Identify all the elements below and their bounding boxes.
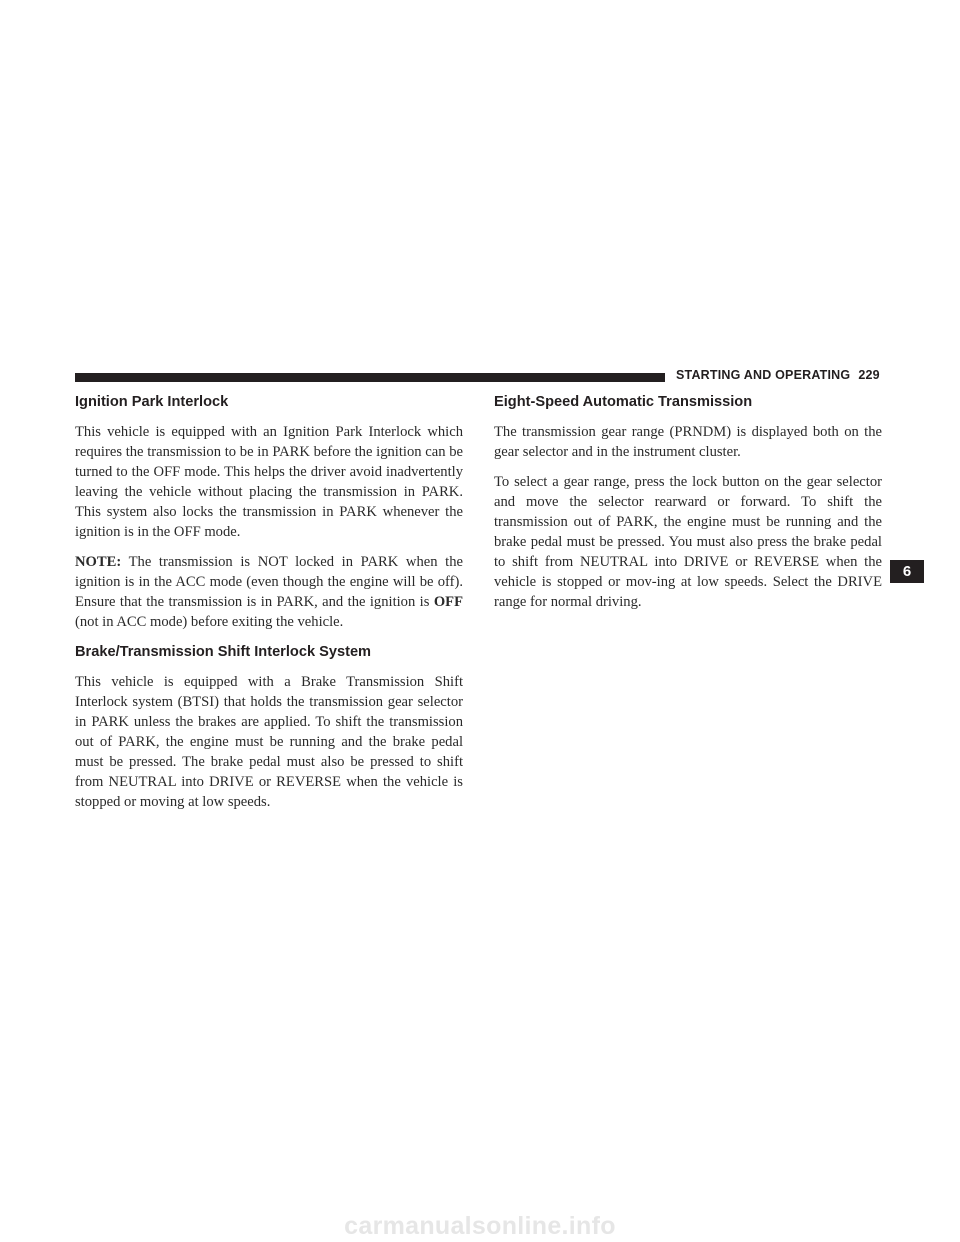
brake-shift-interlock-heading: Brake/Transmission Shift Interlock System	[75, 644, 372, 660]
ignition-park-interlock-heading: Ignition Park Interlock	[75, 394, 229, 410]
running-header	[676, 368, 906, 382]
header-rule	[75, 373, 665, 382]
note-paragraph	[75, 552, 463, 632]
watermark: carmanualsonline.info	[344, 1212, 616, 1240]
note-label: NOTE:	[75, 554, 122, 570]
right-column	[494, 392, 882, 622]
eight-speed-paragraph-2: To select a gear range, press the lock button on the gear selector and move the selector rearward or forward. To shift the transmission out of PARK, the engine must be running and the brake pedal must be pressed. You must also press the brake pedal to shift from NEUTRAL into DRIVE or REVERSE when the vehicle is stopped or mov-ing at low speeds. Select the DRIVE range for normal driving.	[494, 474, 882, 610]
ignition-park-interlock-section	[75, 392, 463, 632]
ignition-park-interlock-paragraph: This vehicle is equipped with an Ignition Park Interlock which requires the transmission to be in PARK before the ignition can be turned to the OFF mode. This helps the driver avoid inadvertently leaving the vehicle without placing the transmission in PARK. This system also locks the transmission in PARK whenever the ignition is in the OFF mode.	[75, 424, 463, 540]
note-text-2: (not in ACC mode) before exiting the vehicle.	[75, 614, 344, 630]
page-number: 229	[858, 368, 880, 382]
section-title: STARTING AND OPERATING	[676, 368, 851, 382]
eight-speed-paragraph-1: The transmission gear range (PRNDM) is displayed both on the gear selector and in the instrument cluster.	[494, 424, 882, 460]
eight-speed-section	[494, 392, 882, 612]
note-bold-off: OFF	[433, 594, 463, 610]
brake-shift-interlock-section	[75, 642, 463, 812]
brake-shift-interlock-paragraph: This vehicle is equipped with a Brake Transmission Shift Interlock system (BTSI) that holds the transmission gear selector in PARK unless the brakes are applied. To shift the transmission out of PARK, the engine must be running and the brake pedal must be pressed. The brake pedal must also be pressed to shift from NEUTRAL into DRIVE or REVERSE when the vehicle is stopped or moving at low speeds.	[75, 674, 463, 810]
left-column	[75, 392, 463, 822]
note-text-1: The transmission is NOT locked in PARK when the ignition is in the ACC mode (even though the engine will be off). Ensure that the transmission is in PARK, and the ignition is	[75, 554, 463, 610]
chapter-tab: 6	[890, 560, 924, 583]
eight-speed-heading: Eight-Speed Automatic Transmission	[494, 394, 753, 410]
